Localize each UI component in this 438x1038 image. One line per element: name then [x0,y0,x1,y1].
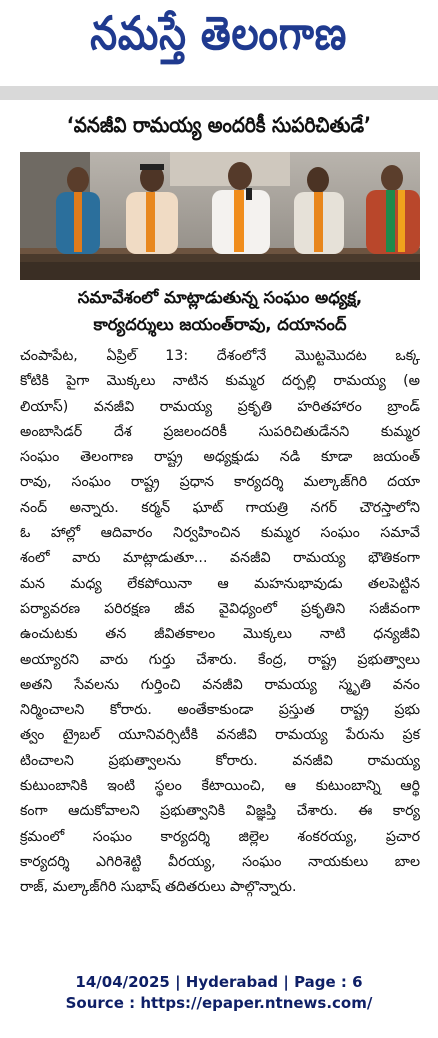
body-line: త్వం ట్రైబల్ యూనివర్సిటీకి వనజీవి రామయ్య పేరును ప్రక [20,727,420,744]
article-body [20,344,420,901]
body-line: కుటుంబానికి ఇంటి స్థలం కేటాయించి, ఆ కుటుంబాన్ని ఆర్థి [20,778,420,795]
body-line: కార్యదర్శి ఎగిరిశెట్టి వీరయ్య, సంఘం నాయకులు బాల [20,853,420,870]
body-line: కోటికి పైగా మొక్కలు నాటిన కుమ్మర దర్పల్లి రామయ్య (అ [20,373,420,390]
body-line: నిర్మించాలని కోరారు. అంతేకాకుండా ప్రస్తుత రాష్ట్ర ప్రభు [20,702,420,719]
body-line: లియాస్) వనజీవి రామయ్య ప్రకృతి హరితహారం బ్రాండ్ [20,398,420,415]
edition-info: 14/04/2025 | Hyderabad | Page : 6 [75,973,363,991]
body-line: మన మధ్య లేకపోయినా ఆ మహనుభావుడు తలపెట్టిన [20,575,420,592]
masthead-separator [0,86,438,100]
group-photo-image [20,152,420,280]
body-line: టించాలని ప్రభుత్వాలను కోరారు. వనజీవి రామయ్య [20,752,420,769]
news-photo [20,152,420,280]
source-footer [0,972,438,1014]
article-headline: ‘వనజీవి రామయ్య అందరికీ సుపరిచితుడే’ [66,113,372,137]
body-line: అతని సేవలను గుర్తించి వనజీవి రామయ్య స్మృతి వనం [20,676,420,693]
body-line: అయ్యారని వారు గుర్తు చేశారు. కేంద్ర, రాష్ట్ర ప్రభుత్వాలు [20,651,420,668]
photo-caption [20,284,420,340]
source-url: Source : https://epaper.ntnews.com/ [65,994,373,1012]
body-line: కంగా ఆదుకోవాలని ప్రభుత్వానికి విజ్ఞప్తి చేశారు. ఈ కార్య [20,803,420,820]
body-line: సంఘం తెలంగాణ రాష్ట్ర అధ్యక్షుడు నడి కూడా జయంత్ [20,449,420,466]
body-line: క్రమంలో సంఘం కార్యదర్శి జిల్లెల శంకరయ్య, ప్రచార [20,828,420,845]
body-line: రాజ్, మల్కాజ్‌గిరి సుభాష్ తదితరులు పాల్గొన్నారు. [20,879,297,896]
body-line: చంపాపేట, ఏప్రిల్ 13: దేశంలోనే మొట్టమొదట ఒక్క [20,348,420,364]
article-headline-box [0,106,438,150]
caption-line-2: కార్యదర్శులు జయంత్‌రావు, దయానంద్ [93,315,347,334]
body-line: ఉంచుటకు తన జీవితకాలం మొక్కలు నాటి ధన్యజీవి [20,626,420,643]
body-line: రావు, సంఘం రాష్ట్ర ప్రధాన కార్యదర్శి మల్కాజ్‌గిరి దయా [20,474,420,491]
newspaper-logo: నమస్తే తెలంగాణ [90,6,348,60]
caption-line-1: సమావేశంలో మాట్లాడుతున్న సంఘం అధ్యక్ష, [77,288,363,307]
body-line: ఓ హాల్లో ఆదివారం నిర్వహించిన కుమ్మర సంఘం సమావే [20,525,420,542]
body-line: నంద్ అన్నారు. కర్మన్ ఘాట్ గాయత్రి నగర్ చౌరస్తాలోని [20,499,420,516]
body-line: శంలో వారు మాట్లాడుతూ... వనజీవి రామయ్య భౌతికంగా [20,550,420,567]
body-line: పర్యావరణ పరిరక్షణ జీవ వైవిధ్యంలో ప్రకృతిని సజీవంగా [20,600,420,617]
masthead [0,0,438,78]
body-line: అంబాసిడర్ దేశ ప్రజలందరికీ సుపరిచితుడేనని కుమ్మర [20,423,420,440]
